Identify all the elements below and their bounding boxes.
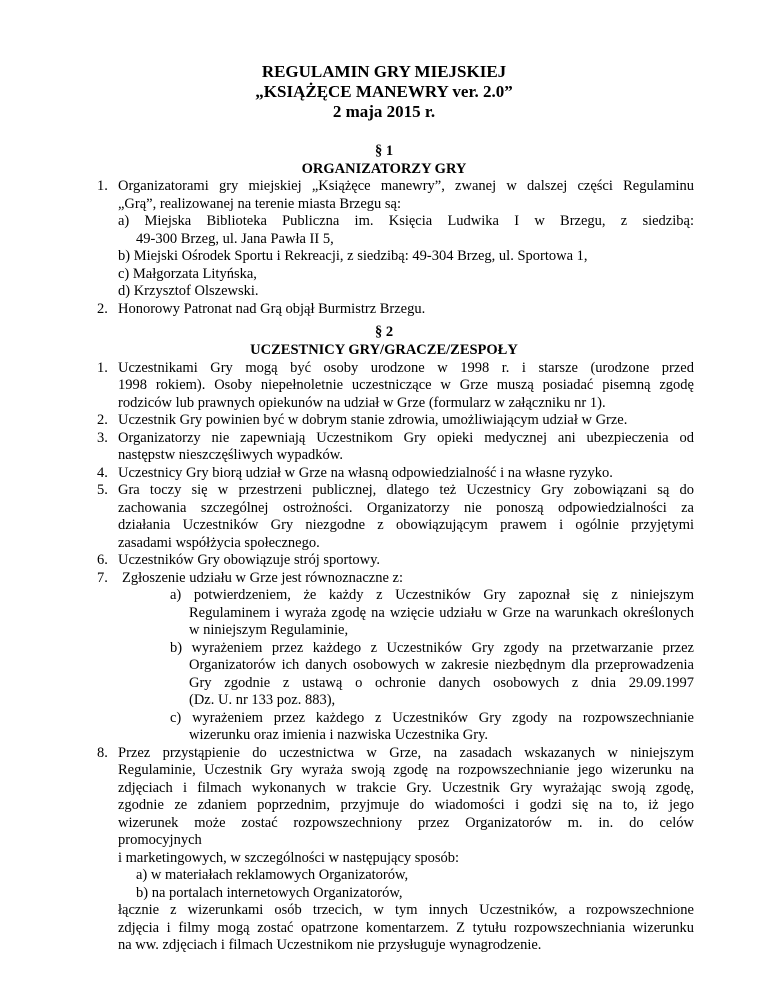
s2-p8-line-3: zdjęciach i filmach wykonanych w trakcie Gry. Uczestnik Gry wyrażając swoją zgodę, xyxy=(118,780,694,796)
section-1-heading: ORGANIZATORZY GRY xyxy=(301,161,467,177)
s2-p8-line-9: zdjęcia i filmy mogą zostać opatrzone komentarzem. Z tytułu rozpowszechniania wizerunku xyxy=(118,920,694,936)
s2-p1-number: 1. xyxy=(97,360,108,376)
title-line-1: REGULAMIN GRY MIEJSKIEJ xyxy=(261,62,507,81)
section-2-mark: § 2 xyxy=(374,324,394,340)
s2-p7b-line-4: (Dz. U. nr 133 poz. 883), xyxy=(189,692,336,708)
s2-p7b-line-3: Gry zgodnie z ustawą o ochronie danych osobowych z dnia 29.09.1997 xyxy=(189,675,694,691)
s2-p7b-line-2: Organizatorów ich danych osobowych w zakresie niezbędnym dla przeprowadzenia xyxy=(189,657,694,673)
s2-p8-line-5: wizerunek może zostać rozpowszechniony przez Organizatorów m. in. do celów xyxy=(118,815,694,831)
s2-p8-line-2: Regulaminie, Uczestnik Gry wyraża swoją zgodę na rozpowszechnianie jego wizerunku na xyxy=(118,762,694,778)
s1-p1-number: 1. xyxy=(97,178,108,194)
s2-p2-number: 2. xyxy=(97,412,108,428)
s2-p5-line-4: zasadami współżycia społecznego. xyxy=(118,535,320,551)
s2-p7-number: 7. xyxy=(97,570,108,586)
s2-p8-line-7: i marketingowych, w szczególności w następujący sposób: xyxy=(118,850,460,866)
s2-p7a-line-3: w niniejszym Regulaminie, xyxy=(189,622,349,638)
s1-p1-line-2: „Grą”, realizowanej na terenie miasta Brzegu są: xyxy=(118,196,402,212)
s2-p1-line-1: Uczestnikami Gry mogą być osoby urodzone w 1998 r. i starsze (urodzone przed xyxy=(118,360,694,376)
s2-p7c-line-2: wizerunku oraz imienia i nazwiska Uczestnika Gry. xyxy=(189,727,489,743)
title-line-2: „KSIĄŻĘCE MANEWRY ver. 2.0” xyxy=(255,82,513,101)
s1-item-a-line-2: 49-300 Brzeg, ul. Jana Pawła II 5, xyxy=(136,231,334,247)
s1-item-a-line-1: a) Miejska Biblioteka Publiczna im. Księcia Ludwika I w Brzegu, z siedzibą: xyxy=(118,213,694,229)
s2-p7a-line-2: Regulaminem i wyraża zgodę na wzięcie udziału w Grze na warunkach określonych xyxy=(189,605,694,621)
s2-p8-line-8: łącznie z wizerunkami osób trzecich, w tym innych Uczestników, a rozpowszechnione xyxy=(118,902,694,918)
s2-p6-number: 6. xyxy=(97,552,108,568)
s2-p7: Zgłoszenie udziału w Grze jest równoznaczne z: xyxy=(122,570,404,586)
s2-p8-line-10: na ww. zdjęciach i filmach Uczestnikom nie przysługuje wynagrodzenie. xyxy=(118,937,542,953)
s2-p5-line-2: zachowania szczególnej ostrożności. Organizatorzy nie ponoszą odpowiedzialności za xyxy=(118,500,694,516)
s2-p5-line-3: działania Uczestników Gry niezgodne z obowiązującym prawem i ogólnie przyjętymi xyxy=(118,517,694,533)
s2-p7b-line-1: b) wyrażeniem przez każdego z Uczestników Gry zgody na przetwarzanie przez xyxy=(170,640,694,656)
s2-p5-number: 5. xyxy=(97,482,108,498)
s2-p3-line-1: Organizatorzy nie zapewniają Uczestnikom Gry opieki medycznej ani ubezpieczenia od xyxy=(118,430,694,446)
s2-p5-line-1: Gra toczy się w przestrzeni publicznej, dlatego też Uczestnicy Gry zobowiązani są do xyxy=(118,482,694,498)
s1-item-d: d) Krzysztof Olszewski. xyxy=(118,283,259,299)
s2-p1-line-2: 1998 rokiem). Osoby niepełnoletnie uczestniczące w Grze muszą posiadać pisemną zgodę xyxy=(118,377,694,393)
s2-p6: Uczestników Gry obowiązuje strój sportowy. xyxy=(118,552,381,568)
section-2-heading: UCZESTNICY GRY/GRACZE/ZESPOŁY xyxy=(250,342,518,358)
s1-p2: Honorowy Patronat nad Grą objął Burmistrz Brzegu. xyxy=(118,301,426,317)
s2-p8-line-1: Przez przystąpienie do uczestnictwa w Grze, na zasadach wskazanych w niniejszym xyxy=(118,745,694,761)
s2-p7a-line-1: a) potwierdzeniem, że każdy z Uczestników Gry zapoznał się z niniejszym xyxy=(170,587,694,603)
s2-p8-number: 8. xyxy=(97,745,108,761)
document-title xyxy=(0,62,768,122)
s1-item-c: c) Małgorzata Lityńska, xyxy=(118,266,257,282)
s2-p8a: a) w materiałach reklamowych Organizatorów, xyxy=(136,867,409,883)
s2-p1-line-3: rodziców lub prawnych opiekunów na udział w Grze (formularz w załączniku nr 1). xyxy=(118,395,606,411)
s2-p8-line-4: zgodnie ze zdaniem poprzednim, przyjmuje do wiadomości i godzi się na to, iż jego xyxy=(118,797,694,813)
s2-p7c-line-1: c) wyrażeniem przez każdego z Uczestników Gry zgody na rozpowszechnianie xyxy=(170,710,694,726)
section-1-mark: § 1 xyxy=(374,143,394,159)
title-line-3: 2 maja 2015 r. xyxy=(332,102,436,121)
s2-p8-line-6: promocyjnych xyxy=(118,832,202,848)
s2-p4-number: 4. xyxy=(97,465,108,481)
s2-p4: Uczestnicy Gry biorą udział w Grze na własną odpowiedzialność i na własne ryzyko. xyxy=(118,465,613,481)
s1-p2-number: 2. xyxy=(97,301,108,317)
s1-item-b: b) Miejski Ośrodek Sportu i Rekreacji, z siedzibą: 49-304 Brzeg, ul. Sportowa 1, xyxy=(118,248,588,264)
s1-p1-line-1: Organizatorami gry miejskiej „Książęce manewry”, zwanej w dalszej części Regulaminu xyxy=(118,178,694,194)
s2-p2: Uczestnik Gry powinien być w dobrym stanie zdrowia, umożliwiającym udział w Grze. xyxy=(118,412,628,428)
s2-p8b: b) na portalach internetowych Organizatorów, xyxy=(136,885,403,901)
s2-p3-line-2: następstw nieszczęśliwych wypadków. xyxy=(118,447,343,463)
s2-p3-number: 3. xyxy=(97,430,108,446)
